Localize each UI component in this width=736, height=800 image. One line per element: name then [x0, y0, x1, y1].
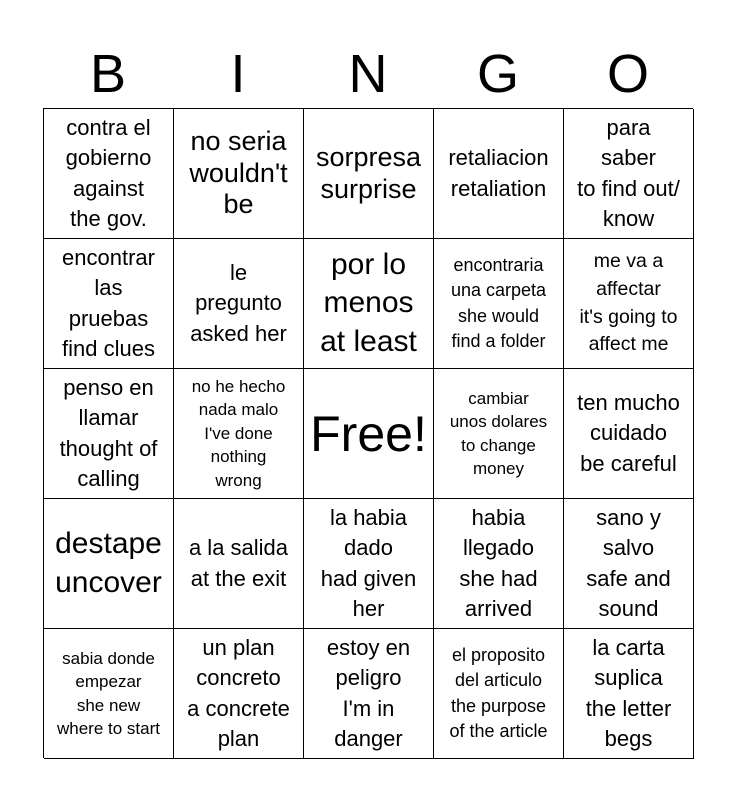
bingo-cell: un plan concreto a concrete plan: [174, 629, 304, 759]
bingo-cell: ten mucho cuidado be careful: [564, 369, 694, 499]
bingo-cell: contra el gobierno against the gov.: [44, 109, 174, 239]
bingo-cell: encontrar las pruebas find clues: [44, 239, 174, 369]
header-letter-b: B: [89, 44, 127, 104]
header-letter-n: N: [348, 44, 388, 104]
bingo-cell: sano y salvo safe and sound: [564, 499, 694, 629]
header-letter-g: G: [476, 44, 519, 104]
bingo-cell: sabia donde empezar she new where to start: [44, 629, 174, 759]
bingo-cell: cambiar unos dolares to change money: [434, 369, 564, 499]
bingo-cell: penso en llamar thought of calling: [44, 369, 174, 499]
bingo-cell: encontraria una carpeta she would find a folder: [434, 239, 564, 369]
bingo-cell: destape uncover: [44, 499, 174, 629]
bingo-cell: estoy en peligro I'm in danger: [304, 629, 434, 759]
bingo-cell: retaliacion retaliation: [434, 109, 564, 239]
bingo-cell: no seria wouldn't be: [174, 109, 304, 239]
bingo-cell: no he hecho nada malo I've done nothing wrong: [174, 369, 304, 499]
bingo-cell: sorpresa surprise: [304, 109, 434, 239]
bingo-cell: le pregunto asked her: [174, 239, 304, 369]
bingo-board: [43, 108, 693, 758]
bingo-cell: la carta suplica the letter begs: [564, 629, 694, 759]
header-letter-i: I: [230, 44, 246, 104]
bingo-cell: habia llegado she had arrived: [434, 499, 564, 629]
free-space: Free!: [304, 369, 434, 499]
bingo-cell: por lo menos at least: [304, 239, 434, 369]
bingo-cell: el proposito del articulo the purpose of the article: [434, 629, 564, 759]
header-letter-o: O: [606, 44, 649, 104]
bingo-cell: para saber to find out/ know: [564, 109, 694, 239]
bingo-cell: a la salida at the exit: [174, 499, 304, 629]
bingo-header: [43, 40, 693, 108]
bingo-cell: la habia dado had given her: [304, 499, 434, 629]
bingo-cell: me va a affectar it's going to affect me: [564, 239, 694, 369]
